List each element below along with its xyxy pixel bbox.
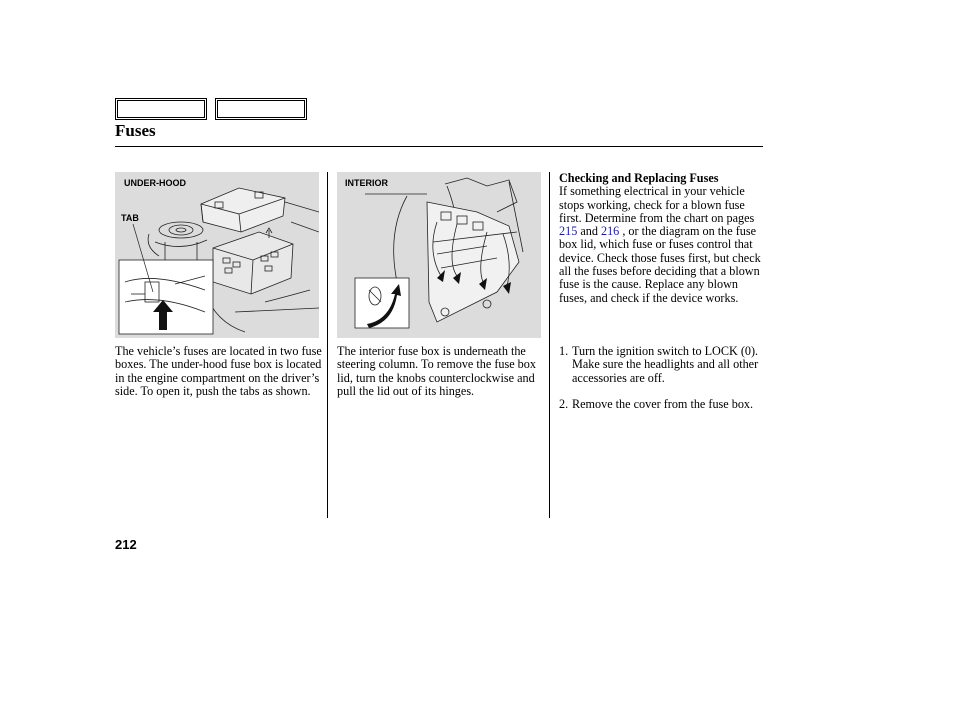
left-column-text <box>115 345 323 398</box>
nav-button-2[interactable] <box>215 98 307 120</box>
intro-text-1: If something electrical in your vehicle stops working, check for a blown fuse first. Determine from the chart on pages <box>559 184 755 225</box>
step-2 <box>559 398 765 428</box>
checking-intro <box>559 185 765 305</box>
underhood-label: UNDER-HOOD <box>124 178 186 188</box>
column-divider-2 <box>549 172 550 518</box>
right-column-text <box>559 172 765 305</box>
interior-description: The interior fuse box is underneath the steering column. To remove the fuse box lid, turn the knobs counterclockwise and pull the lid out of its hinges. <box>337 344 536 398</box>
page-title: Fuses <box>115 121 156 140</box>
column-divider-1 <box>327 172 328 518</box>
middle-column-text <box>337 345 543 398</box>
nav-button-1[interactable] <box>115 98 207 120</box>
title-divider <box>115 146 763 147</box>
intro-text-and: and <box>577 224 601 239</box>
step-number: 1. <box>559 344 569 358</box>
page-link-215[interactable]: 215 <box>559 224 578 239</box>
underhood-description: The vehicle’s fuses are located in two fuse boxes. The under-hood fuse box is located in the engine compartment on the driver’s side. To open it, push the tabs as shown. <box>115 344 322 398</box>
interior-label: INTERIOR <box>345 178 389 188</box>
page-number: 212 <box>115 537 137 552</box>
step-text: Remove the cover from the fuse box. <box>572 397 754 411</box>
step-text: Turn the ignition switch to LOCK (0). Make sure the headlights and all other accessories are off. <box>572 344 759 385</box>
underhood-fuse-box-illustration <box>115 172 319 338</box>
intro-text-2: , or the diagram on the fuse box lid, which fuse or fuses control that device. Check those fuses first, but check all the fuses before deciding that a blown fuse is the cause. Replace any blown fuses, and check if the device works. <box>559 224 761 305</box>
section-heading: Checking and Replacing Fuses <box>559 171 719 185</box>
page-link-216[interactable]: 216 <box>600 224 620 239</box>
interior-fuse-box-illustration <box>337 172 541 338</box>
underhood-drawing <box>115 172 319 338</box>
interior-drawing <box>337 172 541 338</box>
step-1 <box>559 345 765 385</box>
step-number: 2. <box>559 397 569 411</box>
tab-label: TAB <box>121 213 139 223</box>
